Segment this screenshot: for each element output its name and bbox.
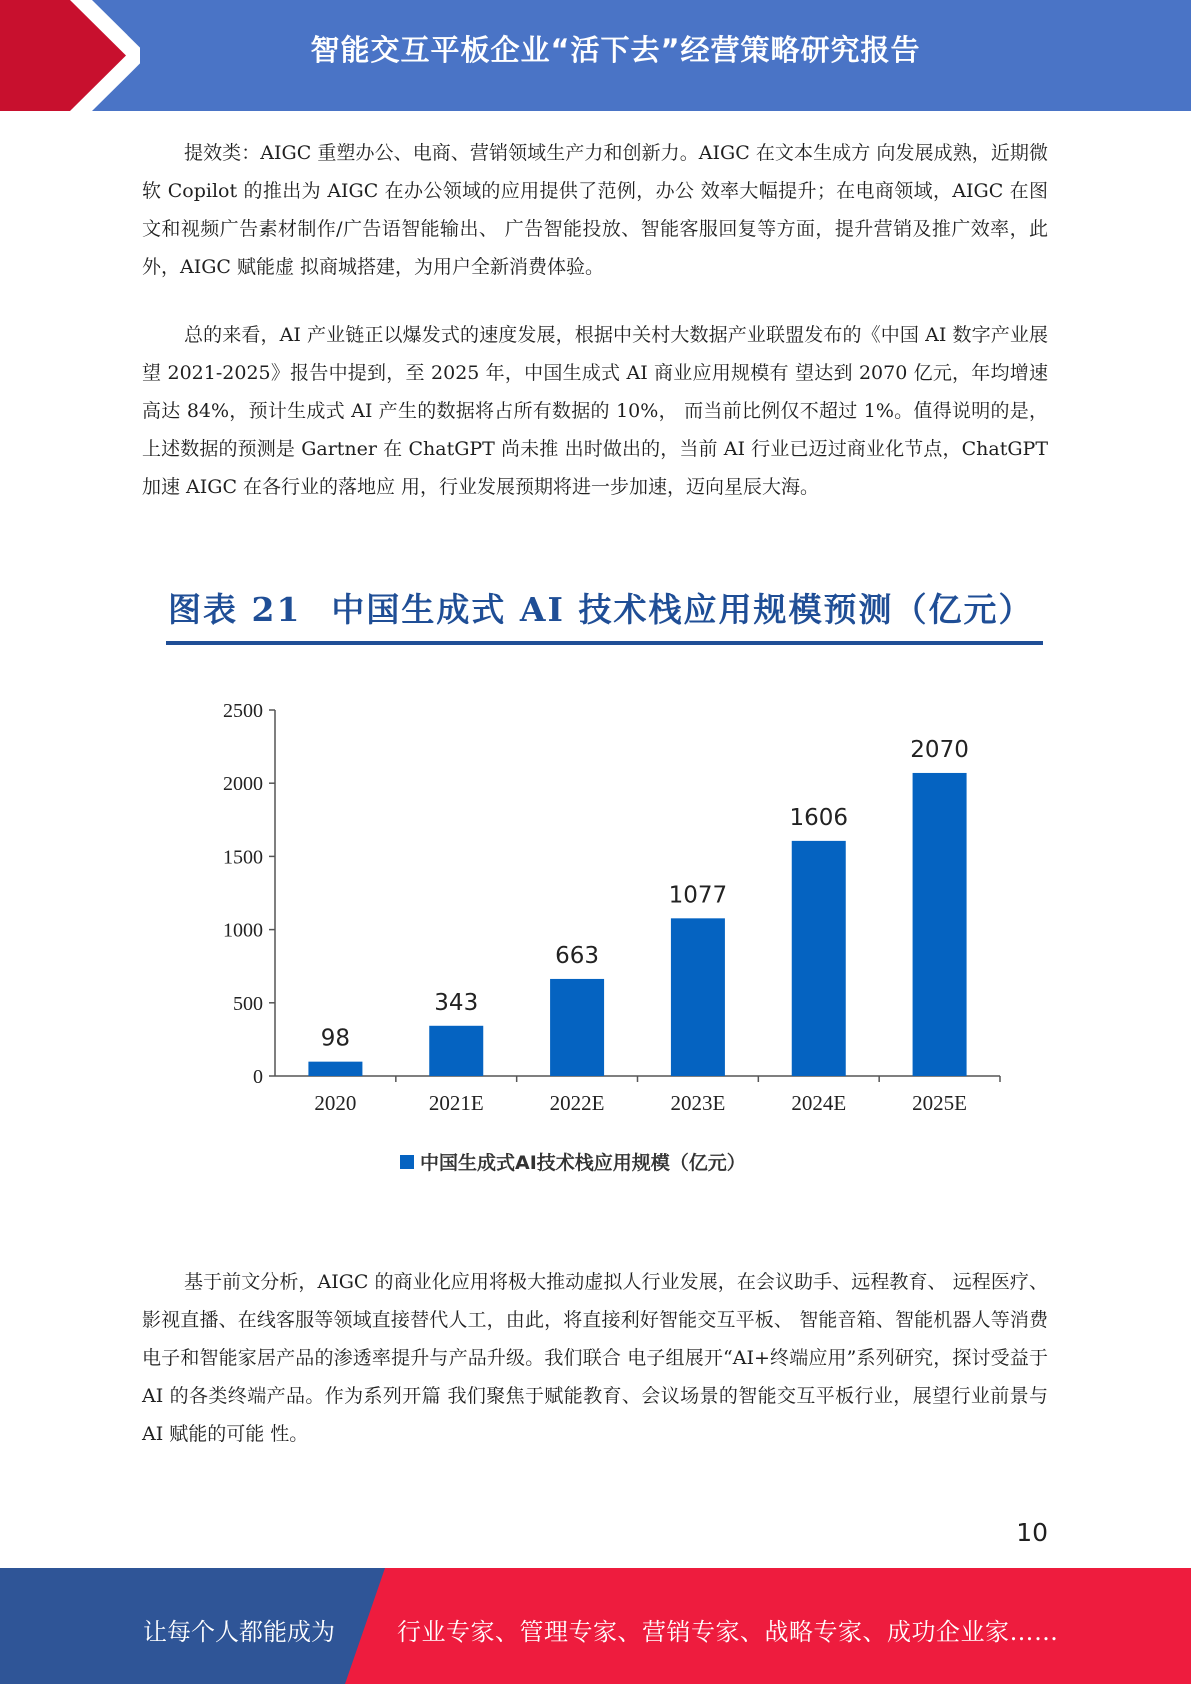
x-tick-label: 2022E <box>549 1091 605 1115</box>
footer-slogan-right: 行业专家、管理专家、营销专家、战略专家、成功企业家…… <box>397 1618 1059 1646</box>
body-paragraph-3: 基于前文分析，AIGC 的商业化应用将极大推动虚拟人行业发展，在会议助手、远程教育、 远程医疗、影视直播、在线客服等领域直接替代人工，由此，将直接利好智能交互平板、 智能音箱、智能机器人等消费电子和智能家居产品的渗透率提升与产品升级。我们联合 电子组展开“AI+终端应用”系列研究，探讨受益于 AI 的各类终端产品。作为系列开篇 我们聚焦于赋能教育、会议场景的智能交互平板行业，展望行业前景与 AI 赋能的可能 性。 <box>142 1271 1048 1445</box>
header-arrow-decoration <box>0 0 140 111</box>
bar-chart <box>180 690 1020 1130</box>
legend-swatch <box>400 1155 414 1169</box>
y-tick-label: 1000 <box>223 919 263 942</box>
x-tick-label: 2025E <box>912 1091 967 1115</box>
y-tick-label: 0 <box>253 1066 263 1088</box>
data-label: 1606 <box>789 804 849 831</box>
bar <box>913 773 967 1076</box>
page-number: 10 <box>1016 1518 1048 1547</box>
body-paragraph-2: 总的来看，AI 产业链正以爆发式的速度发展，根据中关村大数据产业联盟发布的《中国 AI 数字产业展望 2021-2025》报告中提到，至 2025 年，中国生成式 AI 商业应用规模有 望达到 2070 亿元，年均增速高达 84%，预计生成式 AI 产生的数据将占所有数据的 10%， 而当前比例仅不超过 1%。值得说明的是，上述数据的预测是 Gartner 在 ChatGPT 尚未推 出时做出的，当前 AI 行业已迈过商业化节点，ChatGPT 加速 AIGC 在各行业的落地应 用，行业发展预期将进一步加速，迈向星辰大海。 <box>142 324 1048 498</box>
figure-caption: 中国生成式 AI 技术栈应用规模预测（亿元） <box>331 590 1034 629</box>
data-label: 98 <box>320 1025 351 1052</box>
y-tick-label: 2500 <box>223 700 263 722</box>
figure-title <box>168 584 1033 631</box>
report-title: 智能交互平板企业“活下去”经营策略研究报告 <box>310 33 921 67</box>
y-tick-label: 1500 <box>223 846 263 869</box>
bar <box>308 1062 362 1076</box>
figure-number: 图表 21 <box>168 590 302 629</box>
body-paragraph-1: 提效类：AIGC 重塑办公、电商、营销领域生产力和创新力。AIGC 在文本生成方 向发展成熟，近期微软 Copilot 的推出为 AIGC 在办公领域的应用提供了范例，办公 效率大幅提升；在电商领域，AIGC 在图文和视频广告素材制作/广告语智能输出、 广告智能投放、智能客服回复等方面，提升营销及推广效率，此外，AIGC 赋能虚 拟商城搭建，为用户全新消费体验。 <box>142 142 1048 278</box>
page-header <box>0 0 1191 111</box>
data-label: 1077 <box>668 882 728 909</box>
bar <box>550 979 604 1076</box>
bar <box>429 1026 483 1076</box>
data-label: 663 <box>555 942 600 969</box>
x-tick-label: 2024E <box>791 1091 847 1115</box>
figure-title-underline <box>166 641 1043 645</box>
data-label: 2070 <box>910 736 969 763</box>
x-tick-label: 2023E <box>670 1091 726 1115</box>
y-tick-label: 2000 <box>223 773 263 796</box>
bar <box>792 841 846 1076</box>
chart-legend <box>400 1148 746 1175</box>
data-label: 343 <box>434 989 479 1016</box>
bar <box>671 918 725 1076</box>
x-tick-label: 2020 <box>314 1091 357 1115</box>
footer-slogan-left: 让每个人都能成为 <box>143 1618 335 1646</box>
legend-label: 中国生成式AI技术栈应用规模（亿元） <box>420 1152 746 1174</box>
x-tick-label: 2021E <box>428 1091 484 1115</box>
y-tick-label: 500 <box>233 992 263 1015</box>
